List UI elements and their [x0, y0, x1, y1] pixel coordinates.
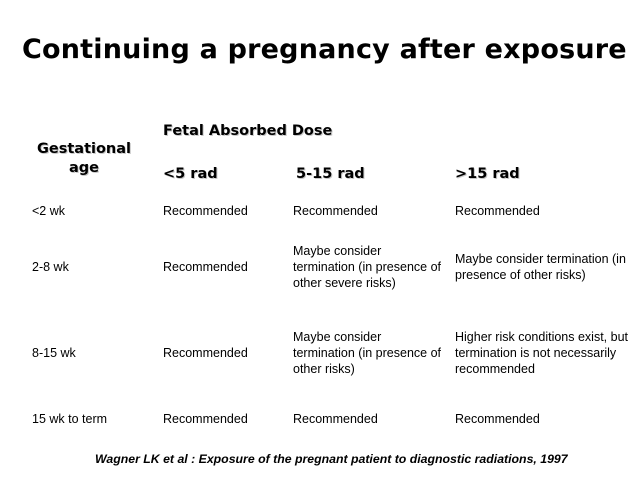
table-row — [0, 236, 638, 300]
row-low-dose-cell: Recommended — [163, 346, 248, 361]
table-row — [0, 203, 638, 221]
citation: Wagner LK et al : Exposure of the pregnant patient to diagnostic radiations, 1997 — [95, 452, 568, 466]
row-mid-dose-cell: Maybe consider termination (in presence of other severe risks) — [293, 244, 441, 290]
row-low-dose-cell: Recommended — [163, 412, 248, 427]
table-row — [0, 411, 638, 429]
row-mid-dose-cell: Recommended — [293, 204, 378, 219]
gestational-age-header: Gestational age — [36, 141, 132, 176]
row-high-dose-cell: Recommended — [455, 412, 540, 427]
slide-title: Continuing a pregnancy after exposure — [22, 34, 627, 65]
column-header-high-dose: >15 rad — [455, 166, 520, 182]
row-high-dose-cell: Maybe consider termination (in presence of other risks) — [455, 252, 626, 282]
row-mid-dose-cell: Maybe consider termination (in presence of other risks) — [293, 330, 441, 376]
column-header-mid-dose: 5-15 rad — [296, 166, 365, 182]
row-high-dose-cell: Recommended — [455, 204, 540, 219]
column-header-low-dose: <5 rad — [163, 166, 218, 182]
row-age-cell: 8-15 wk — [32, 346, 76, 361]
row-high-dose-cell: Higher risk conditions exist, but termination is not necessarily recommended — [455, 330, 628, 376]
row-low-dose-cell: Recommended — [163, 204, 248, 219]
row-age-cell: 2-8 wk — [32, 260, 69, 275]
fetal-dose-header: Fetal Absorbed Dose — [163, 123, 333, 139]
row-mid-dose-cell: Recommended — [293, 412, 378, 427]
row-low-dose-cell: Recommended — [163, 260, 248, 275]
row-age-cell: 15 wk to term — [32, 412, 108, 427]
row-age-cell: <2 wk — [32, 204, 66, 219]
table-row — [0, 322, 638, 386]
